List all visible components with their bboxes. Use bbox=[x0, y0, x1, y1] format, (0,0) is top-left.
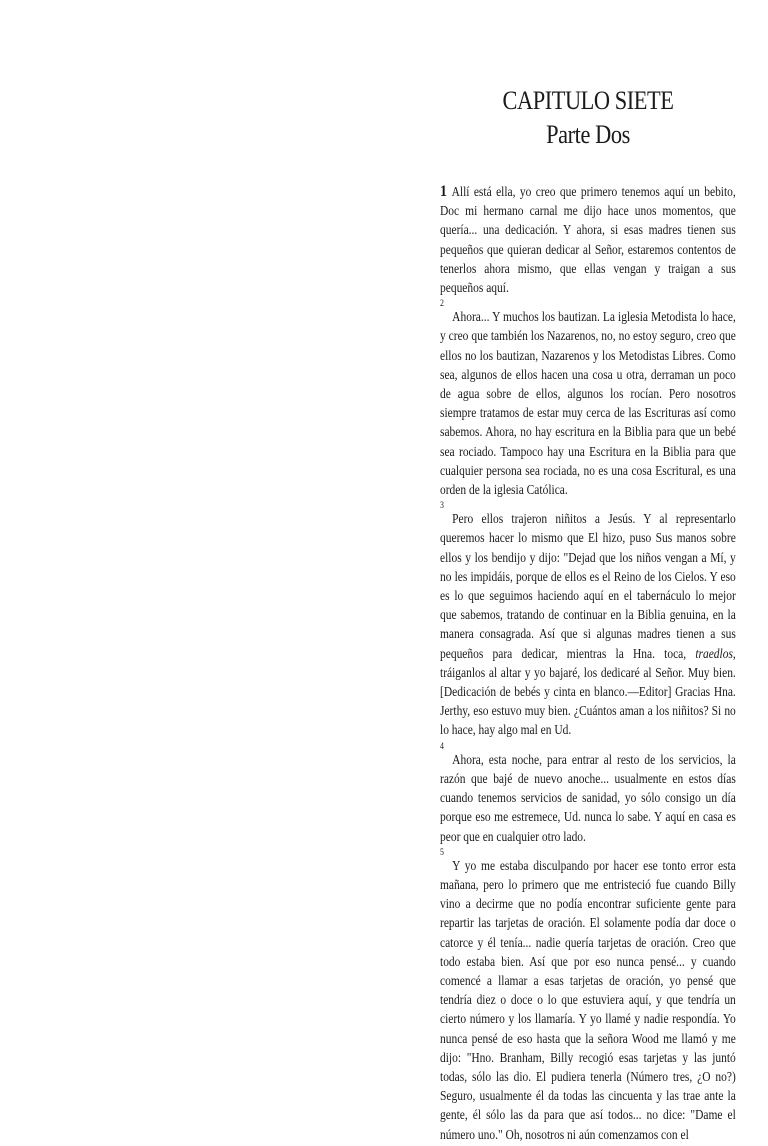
paragraph-text-italic: traedlos bbox=[695, 645, 733, 661]
paragraph-text: Pero ellos trajeron niñitos a Jesús. Y al representarlo queremos hacer lo mismo que El hizo, puso Sus manos sobre ellos y los bendijo y dijo: "Dejad que los niños vengan a Mí, y no les impidáis, porque de ellos es el Reino de los Cielos. Y eso es lo que seguimos haciendo aquí en el tabernáculo lo mejor que sabemos, tratando de continuar en la Biblia genuina, en la manera consagrada. Así que si algunas madres tienen a sus pequeños para dedicar, mientras la Hna. toca, bbox=[440, 511, 736, 661]
paragraph-4 bbox=[440, 742, 736, 846]
paragraph-number: 5 bbox=[440, 846, 444, 857]
paragraph-text: Ahora, esta noche, para entrar al resto de los servicios, la razón que bajé de nuevo anoche... usualmente en estos días cuando tenemos servicios de sanidad, yo sólo consigo un día porque eso me estremece, Ud. nunca lo sabe. Y aquí en casa es peor que en cualquier otro lado. bbox=[440, 751, 736, 844]
paragraph-1 bbox=[440, 182, 736, 297]
paragraph-text-cont: , tráiganlos al altar y yo bajaré, los dedicaré al Señor. Muy bien. [Dedicación de bebés y cinta en blanco.—Editor] Gracias Hna. Jerthy, eso estuvo muy bien. ¿Cuántos aman a los niñitos? Si no lo hace, hay algo mal en Ud. bbox=[440, 645, 736, 738]
paragraph-3 bbox=[440, 501, 736, 739]
chapter-title-line-1: CAPITULO SIETE bbox=[502, 86, 674, 115]
paragraph-5 bbox=[440, 848, 736, 1144]
paragraph-number: 3 bbox=[440, 500, 444, 511]
chapter-title bbox=[461, 84, 716, 152]
paragraph-number: 1 bbox=[440, 183, 447, 200]
chapter-title-line-2: Parte Dos bbox=[546, 120, 630, 149]
text-column bbox=[440, 182, 736, 1146]
paragraph-2 bbox=[440, 299, 736, 499]
paragraph-number: 2 bbox=[440, 298, 444, 309]
paragraph-number: 4 bbox=[440, 740, 444, 751]
paragraph-text: Allí está ella, yo creo que primero tenemos aquí un bebito, Doc mi hermano carnal me dijo hace unos momentos, que quería... una dedicación. Y ahora, si esas madres tienen sus pequeños que quieran dedicar al Señor, estaremos contentos de tenerlos ahora mismo, que ellas vengan y traigan a sus pequeños aquí. bbox=[440, 184, 736, 296]
paragraph-text: Ahora... Y muchos los bautizan. La iglesia Metodista lo hace, y creo que también los Nazarenos, no, no estoy seguro, creo que ellos no los bautizan, Nazarenos y los Metodistas Libres. Como sea, algunos de ellos hacen una cosa u otra, derraman un poco de agua sobre de ellos, algunos los rocían. Pero nosotros siempre tratamos de estar muy cerca de las Escrituras así como sabemos. Ahora, no hay escritura en la Biblia para que un bebé sea rociado. Tampoco hay una Escritura en la Biblia para que cualquier persona sea rociada, no es una cosa Escritural, es una orden de la iglesia Católica. bbox=[440, 309, 736, 498]
paragraph-text: Y yo me estaba disculpando por hacer ese tonto error esta mañana, pero lo primero que me entristeció fue cuando Billy vino a decirme que no podía encontrar suficiente gente para repartir las tarjetas de oración. El solamente podía dar doce o catorce y él tenía... nadie quería tarjetas de oración. Creo que todo estaba bien. Así que por eso nunca pensé... y cuando comencé a llamar a esas tarjetas de oración, yo pensé que tendría diez o doce o lo que estuviera aquí, y que tendría un cierto número y los llamaría. Y yo llamé y nadie respondía. Yo nunca pensé de eso hasta que la señora Wood me llamó y me dijo: "Hno. Branham, Billy recogió esas tarjetas y las juntó todas, sólo las dio. El pudiera tenerla (Número tres, ¿O no?) Seguro, usualmente él da todas las cincuenta y las trae ante la gente, él sólo las da para que así todos... no dice: "Dame el número uno." Oh, nosotros ni aún comenzamos con el bbox=[440, 857, 736, 1142]
